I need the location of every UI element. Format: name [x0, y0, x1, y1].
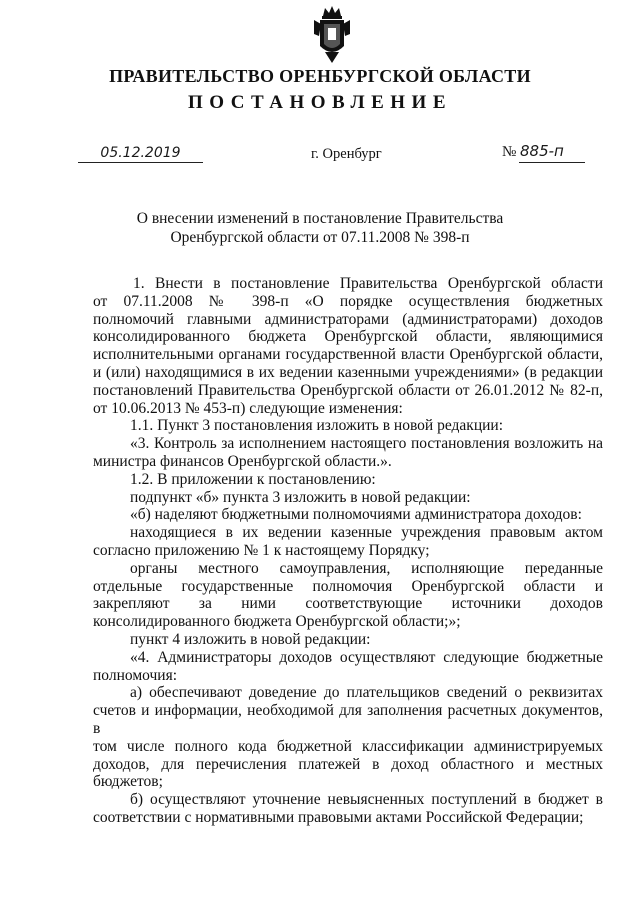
body-line: от 07.11.2008 № 398-п «О порядке осуществления бюджетных	[93, 292, 603, 310]
body-line: консолидированного бюджета Оренбургской области, являющимися	[93, 328, 603, 346]
body-line: соответствии с нормативными правовыми актами Российской Федерации;	[93, 808, 584, 826]
body-line: органы местного самоуправления, исполняющие переданные	[130, 559, 603, 577]
body-line: 1. Внести в постановление Правительства Оренбургской области	[133, 275, 603, 292]
body-line: консолидированного бюджета Оренбургской области;»;	[93, 613, 461, 631]
document-date: 05.12.2019	[100, 145, 181, 161]
body-line: полномочия:	[93, 666, 178, 684]
title-line: О внесении изменений в постановление Правительства	[136, 210, 504, 227]
body-line: полномочий главными администраторами (администраторами) доходов	[93, 310, 603, 328]
document-body	[93, 275, 603, 827]
body-line: бюджетов;	[93, 773, 163, 791]
document-type: ПОСТАНОВЛЕНИЕ	[187, 92, 453, 113]
coat-of-arms-icon	[311, 6, 353, 64]
body-line: постановлений Правительства Оренбургской области от 26.01.2012 № 82-п,	[93, 381, 603, 399]
document-city: г. Оренбург	[311, 146, 382, 162]
body-line: 1.2. В приложении к постановлению:	[130, 470, 376, 488]
body-line: доходов, для перечисления платежей в доход областного и местных	[93, 755, 603, 773]
body-line: «3. Контроль за исполнением настоящего постановления возложить на	[130, 435, 603, 453]
number-underline	[519, 162, 585, 163]
number-label: №	[502, 144, 517, 160]
date-underline	[78, 162, 203, 163]
body-line: пункт 4 изложить в новой редакции:	[130, 630, 371, 648]
body-line: согласно приложению № 1 к настоящему Порядку;	[93, 541, 430, 559]
body-line: «4. Администраторы доходов осуществляют следующие бюджетные	[130, 648, 603, 666]
title-line: Оренбургской области от 07.11.2008 № 398-п	[170, 229, 470, 246]
body-line: подпункт «б» пункта 3 изложить в новой редакции:	[130, 488, 471, 506]
body-line: б) осуществляют уточнение невыясненных поступлений в бюджет в	[130, 791, 603, 809]
body-line: отдельные государственные полномочия Оренбургской области и	[93, 577, 603, 595]
organization-name: ПРАВИТЕЛЬСТВО ОРЕНБУРГСКОЙ ОБЛАСТИ	[109, 66, 531, 86]
body-line: «б) наделяют бюджетными полномочиями администратора доходов:	[130, 506, 582, 524]
body-line: 1.1. Пункт 3 постановления изложить в новой редакции:	[130, 417, 504, 435]
body-line: от 10.06.2013 № 453-п) следующие изменения:	[93, 399, 403, 417]
body-line: находящиеся в их ведении казенные учреждения правовым актом	[130, 524, 603, 542]
body-line: и (или) находящимися в их ведении казенными учреждениями» (в редакции	[93, 363, 603, 381]
body-line: а) обеспечивают доведение до плательщиков сведений о реквизитах	[130, 684, 603, 702]
body-line: министра финансов Оренбургской области.».	[93, 452, 392, 470]
body-line: исполнительными органами государственной власти Оренбургской области,	[93, 346, 603, 364]
body-line: закрепляют за ними соответствующие источники доходов	[93, 595, 603, 613]
document-title	[0, 209, 640, 247]
body-line: счетов и информации, необходимой для заполнения расчетных документов, в	[93, 702, 603, 737]
body-line: том числе полного кода бюджетной классификации администрируемых	[93, 737, 603, 755]
document-number: 885-п	[520, 142, 564, 160]
